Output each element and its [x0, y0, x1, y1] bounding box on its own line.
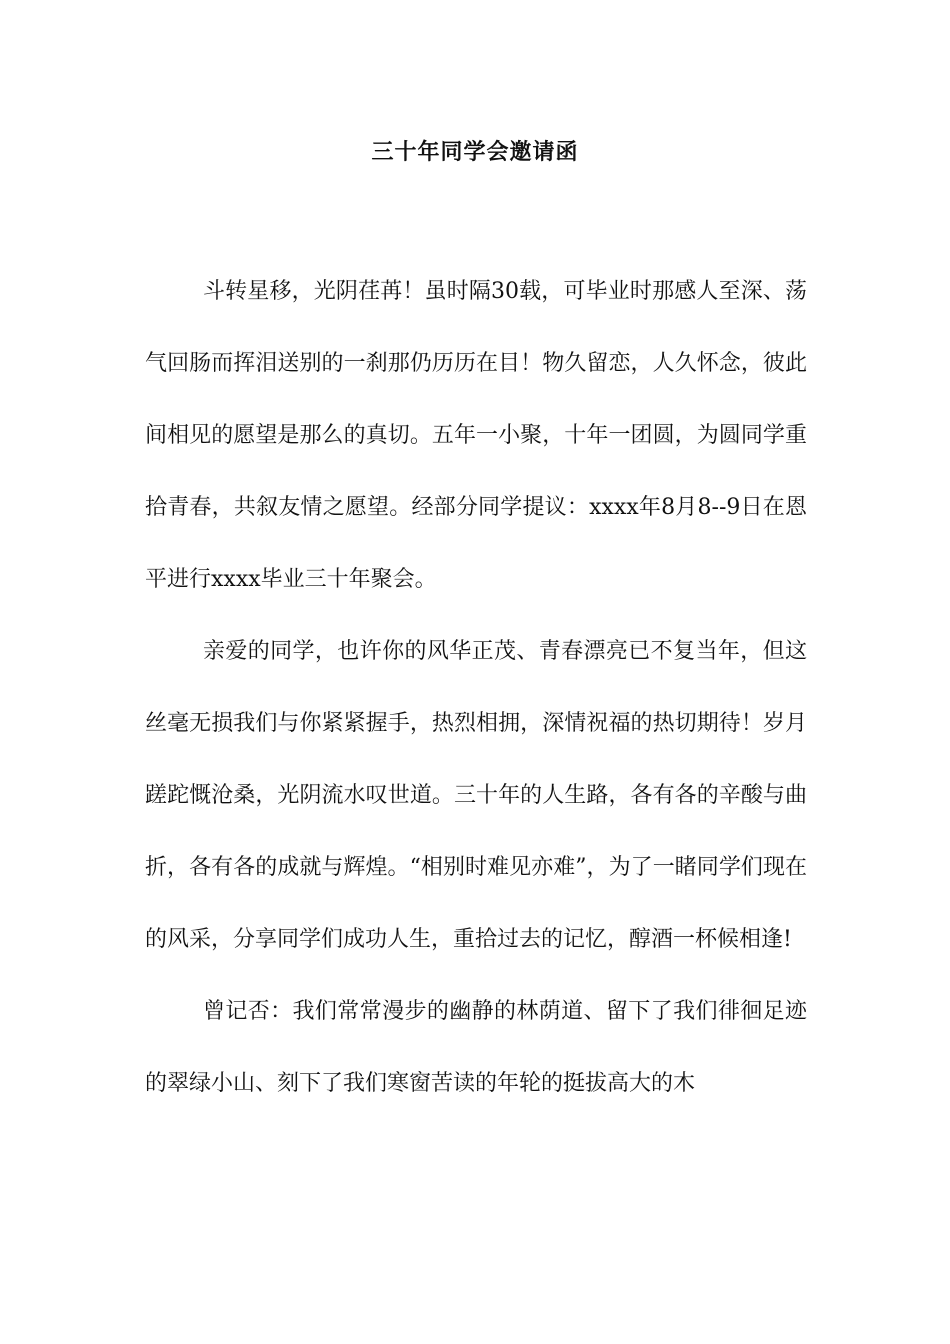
paragraph-greeting: 亲爱的同学，也许你的风华正茂、青春漂亮已不复当年，但这丝毫无损我们与你紧紧握手，热烈相拥，深情祝福的热切期待！岁月蹉跎慨沧桑，光阴流水叹世道。三十年的人生路，各有各的辛酸与曲折，各有各的成就与辉煌。“相别时难见亦难”，为了一睹同学们现在的风采，分享同学们成功人生，重拾过去的记忆，醇酒一杯候相逢! [145, 639, 807, 952]
paragraph-intro: 斗转星移，光阴荏苒！虽时隔30载，可毕业时那感人至深、荡气回肠而挥泪送别的一刹那仍历历在目！物久留恋，人久怀念，彼此间相见的愿望是那么的真切。五年一小聚，十年一团圆，为圆同学重拾青春，共叙友情之愿望。经部分同学提议：xxxx年8月8--9日在恩平进行xxxx毕业三十年聚会。 [145, 279, 807, 592]
document-title: 三十年同学会邀请函 [371, 139, 579, 165]
paragraph-memories: 曾记否：我们常常漫步的幽静的林荫道、留下了我们徘徊足迹的翠绿小山、刻下了我们寒窗苦读的年轮的挺拔高大的木 [145, 999, 807, 1096]
document-body [145, 256, 807, 1120]
